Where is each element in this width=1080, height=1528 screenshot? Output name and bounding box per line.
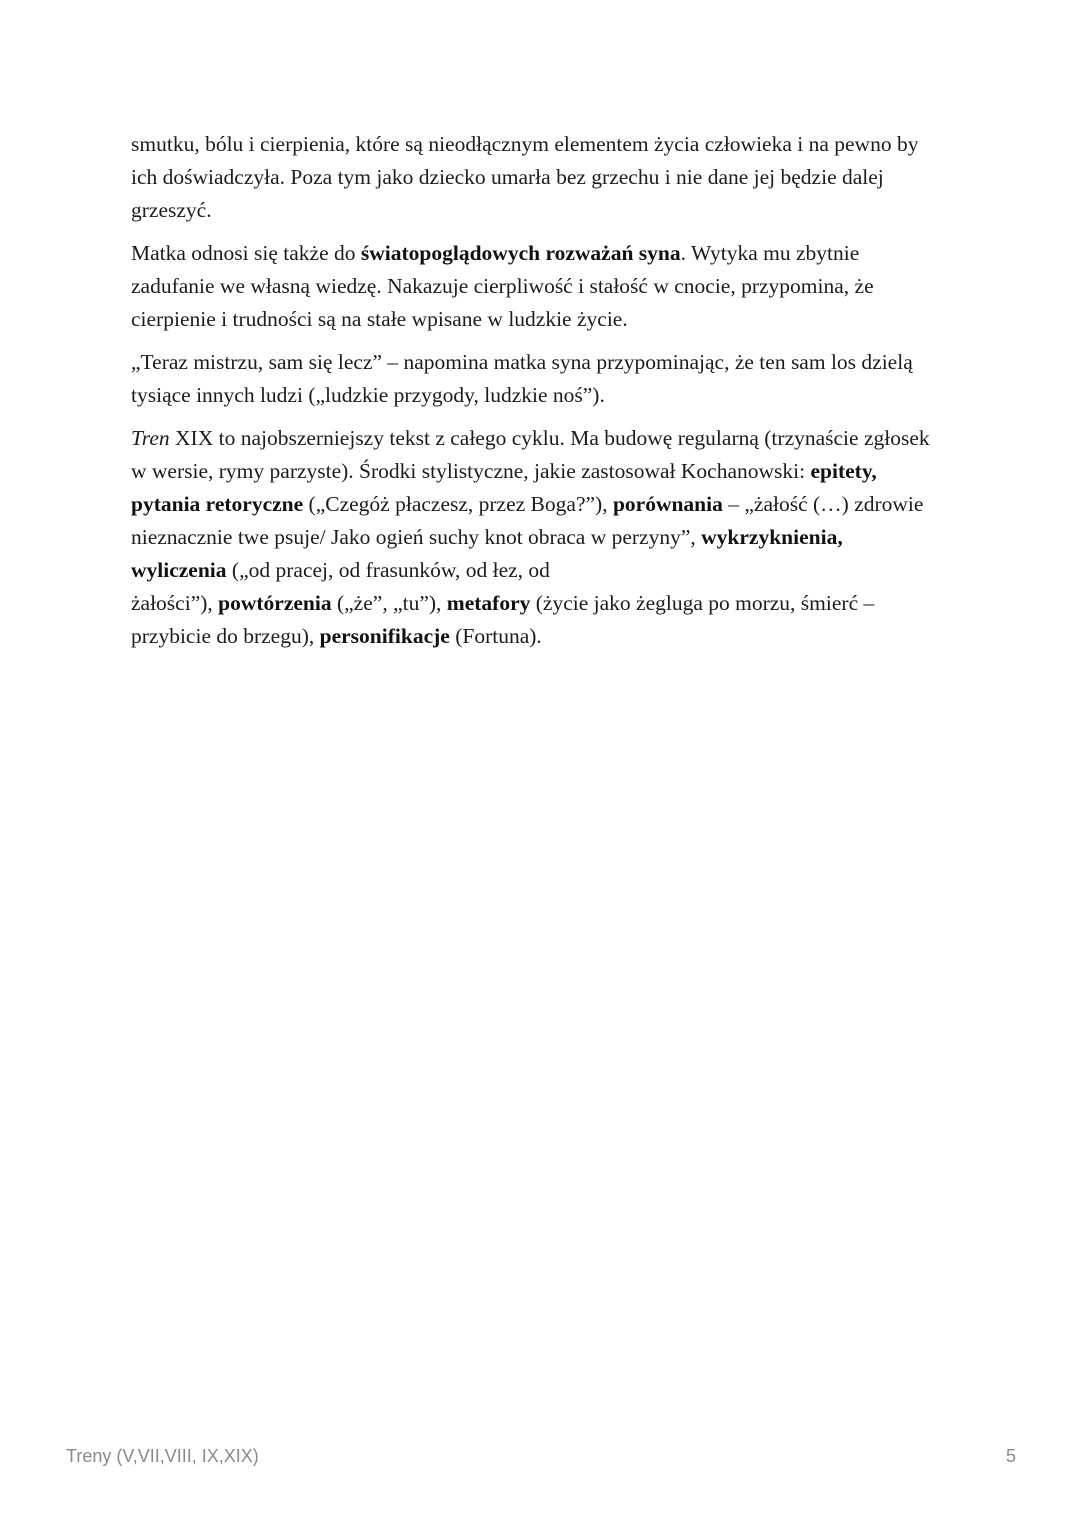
text-run: nieznacznie twe psuje/ Jako ogień suchy knot obraca w perzyny”, [131,525,702,549]
text-line [131,455,961,488]
text-line [131,587,961,620]
text-run: zadufanie we własną wiedzę. Nakazuje cierpliwość i stałość w cnocie, przypomina, że [131,274,874,298]
text-run: cierpienie i trudności są na stałe wpisane w ludzkie życie. [131,307,628,331]
bold-term: metafory [446,591,531,615]
footer-document-title: Treny (V,VII,VIII, IX,XIX) [66,1446,259,1466]
paragraph [131,128,961,227]
bold-term: światopoglądowych rozważań syna [360,241,681,265]
paragraph [131,237,961,336]
text-run: (Fortuna). [449,624,542,648]
text-run: smutku, bólu i cierpienia, które są nieodłącznym elementem życia człowieka i na pewno by [131,132,919,156]
text-run: żałości”), [131,591,219,615]
text-run: („od pracej, od frasunków, od łez, od [226,558,550,582]
text-run: „Teraz mistrzu, sam się lecz” – napomina matka syna przypominając, że ten sam los dzielą [131,350,913,374]
text-run: . Wytyka mu zbytnie [680,241,860,265]
text-run: grzeszyć. [131,198,212,222]
bold-term: porównania [612,492,723,516]
text-run: – „żałość (…) zdrowie [722,492,924,516]
text-run: przybicie do brzegu), [131,624,320,648]
text-line [131,554,961,587]
bold-term: epitety, [810,459,877,483]
text-line [131,128,961,161]
italic-title: Tren [131,426,170,450]
paragraph [131,422,961,653]
bold-term: wykrzyknienia, [701,525,843,549]
text-line [131,379,961,412]
bold-term: wyliczenia [131,558,227,582]
text-run: („Czegóż płaczesz, przez Boga?”), [303,492,613,516]
bold-term: personifikacje [319,624,450,648]
text-line [131,346,961,379]
text-line [131,237,961,270]
bold-term: powtórzenia [218,591,332,615]
text-run: (życie jako żegluga po morzu, śmierć – [530,591,875,615]
footer-page-number: 5 [1005,1446,1016,1466]
text-line [131,488,961,521]
text-line [131,422,961,455]
text-run: w wersie, rymy parzyste). Środki stylistyczne, jakie zastosował Kochanowski: [131,459,811,483]
text-run: tysiące innych ludzi („ludzkie przygody, ludzkie noś”). [131,383,605,407]
text-line [131,303,961,336]
text-line [131,270,961,303]
text-line [131,521,961,554]
text-line [131,620,961,653]
text-run: („że”, „tu”), [331,591,447,615]
text-line [131,194,961,227]
text-line [131,161,961,194]
page-body [131,128,961,663]
text-run: XIX to najobszerniejszy tekst z całego cyklu. Ma budowę regularną (trzynaście zgłosek [169,426,930,450]
text-run: Matka odnosi się także do [131,241,361,265]
paragraph [131,346,961,412]
text-run: ich doświadczyła. Poza tym jako dziecko umarła bez grzechu i nie dane jej będzie dalej [131,165,884,189]
bold-term: pytania retoryczne [131,492,304,516]
